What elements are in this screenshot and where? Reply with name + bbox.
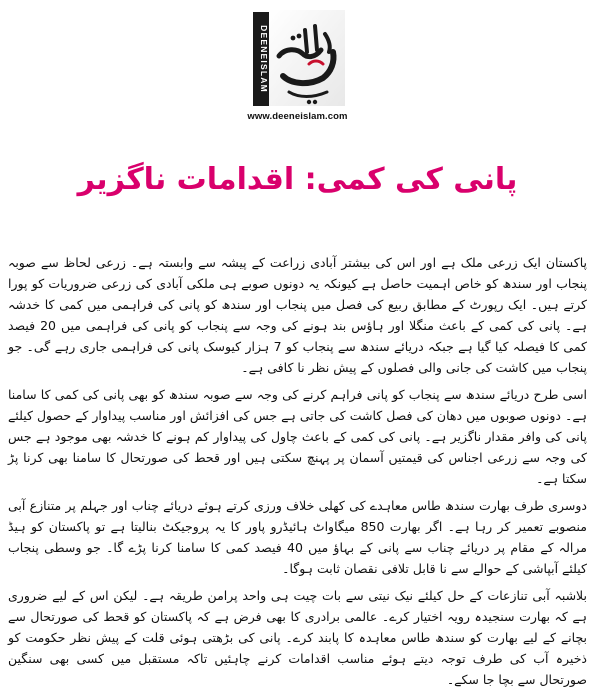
article-title: پانی کی کمی: اقدامات ناگزیر — [77, 162, 518, 197]
masthead — [0, 0, 595, 130]
logo-brand-vertical-text: DEENEISLAM — [259, 25, 269, 93]
article-paragraph-4: بلاشبہ آبی تنازعات کے حل کیلئے نیک نیتی سے بات چیت ہی واحد پرامن طریقہ ہے۔ لیکن اس کے لیے ضروری ہے کہ بھارت سنجیدہ رویہ اختیار کرے۔ عالمی برادری کا بھی فرض ہے کہ پاکستان کو قحط کی صورتحال سے بچانے کے لیے بھارت کو سندھ طاس معاہدہ کا پابند کرے۔ پانی کی بڑھتی ہوئی قلت کے پیش نظر حکومت کو ذخیرہ آب کی طرف توجہ دیتے ہوئے مناسب اقدامات کرنے چاہئیں تاکہ مستقبل میں کسی بھی سنگین صورتحال سے بچا جا سکے۔ — [8, 588, 587, 687]
deeneislam-logo — [249, 6, 349, 110]
website-url[interactable]: www.deeneislam.com — [247, 111, 348, 122]
article-body — [8, 252, 587, 696]
article-paragraph-2: اسی طرح دریائے سندھ سے پنجاب کو پانی فراہم کرنے کی وجہ سے صوبہ سندھ کو بھی پانی کی کمی کا سامنا ہے۔ دونوں صوبوں میں دھان کی فصل کاشت کی جاتی ہے جس کی افزائش اور مناسب پیداوار کے حصول کیلئے پانی کی وافر مقدار ناگزیر ہے۔ پانی کی کمی کے باعث چاول کی پیداوار کم ہونے کا خدشہ بھی موجود ہے جس کی وجہ سے زرعی اجناس کی قیمتیں آسمان پر پہنچ سکتی ہیں اور قحط کی صورتحال کا سامنا بھی کرنا پڑ سکتا ہے۔ — [8, 387, 587, 486]
article-paragraph-1: پاکستان ایک زرعی ملک ہے اور اس کی بیشتر آبادی زراعت کے پیشہ سے وابستہ ہے۔ زرعی لحاظ سے صوبہ پنجاب اور سندھ کو خاص اہمیت حاصل ہے کیونکہ یہ دونوں صوبے ہی ملکی آبادی کی زرعی ضروریات کو پورا کرتے ہیں۔ ایک رپورٹ کے مطابق ربیع کی فصل میں پنجاب اور سندھ کو پانی کی فراہمی میں کمی کا خدشہ ہے۔ پانی کی کمی کے باعث منگلا اور ہاؤس بند ہونے کی وجہ سے پنجاب کو پانی کی فراہمی میں 20 فیصد کمی کا فیصلہ کیا گیا ہے جبکہ دریائے سندھ سے پنجاب کو 7 ہزار کیوسک پانی کی فراہمی جاری رہے گی۔ جو پنجاب میں کاشت کی جانی والی فصلوں کے پیش نظر نا کافی ہے۔ — [8, 255, 588, 375]
article-paragraph-3: دوسری طرف بھارت سندھ طاس معاہدے کی کھلی خلاف ورزی کرتے ہوئے دریائے چناب اور جہلم پر متنازع آبی منصوبے تعمیر کر رہا ہے۔ اگر بھارت 850 میگاواٹ ہائیڈرو پاور کا یہ پروجیکٹ بنالیتا ہے تو پاکستان کو ہیڈ مرالہ کے مقام پر دریائے چناب سے پانی کے بہاؤ میں 40 فیصد کمی کا سامنا کرنا پڑے گا۔ جو وسطی پنجاب کیلئے آبپاشی کے حوالے سے نا قابل تلافی نقصان ثابت ہوگا۔ — [8, 498, 587, 576]
